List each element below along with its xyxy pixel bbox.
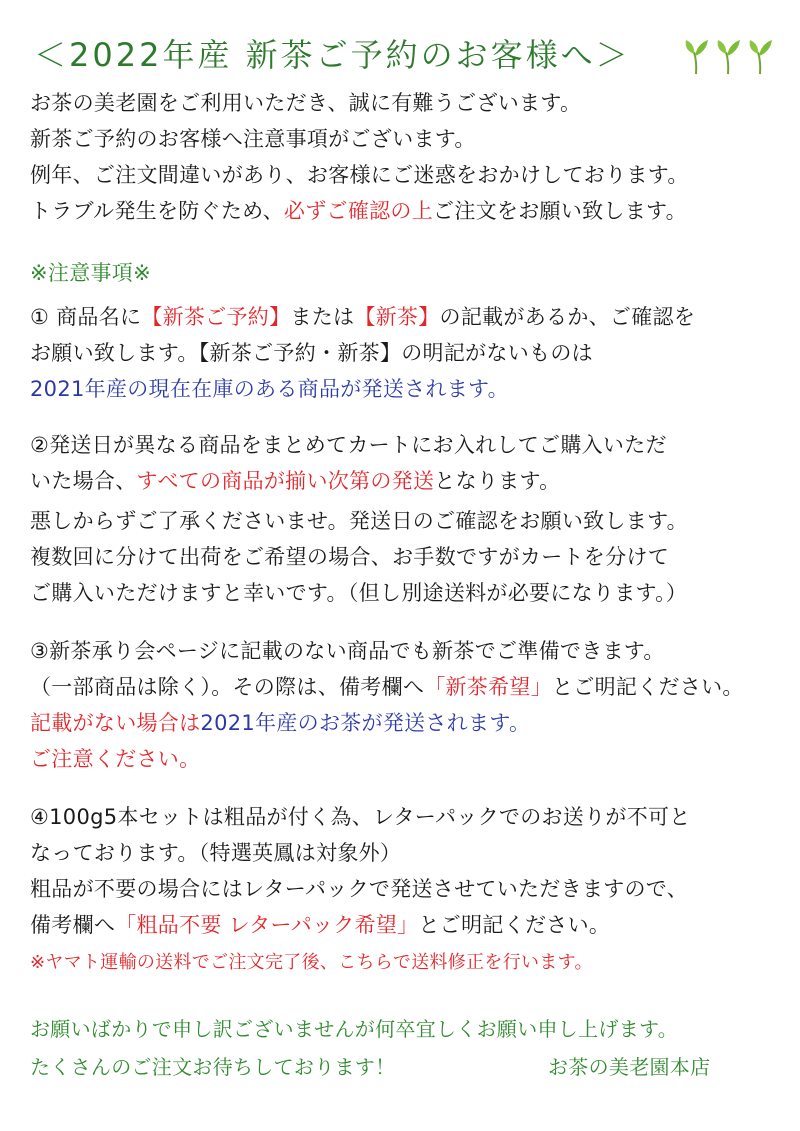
intro-line: トラブル発生を防ぐため、必ずご確認の上ご注文をお願い致します。	[30, 199, 687, 223]
notice-heading: ※注意事項※	[30, 261, 151, 285]
tea-leaf-icon	[686, 40, 708, 74]
notice-2-line: ②発送日が異なる商品をまとめてカートにお入れしてご購入いただ	[30, 433, 667, 457]
tea-leaf-icon	[718, 40, 740, 74]
tea-leaf-icon	[750, 40, 772, 74]
notice-4-note: ※ヤマト運輸の送料でご注文完了後、こちらで送料修正を行います。	[30, 952, 593, 973]
closing-line: お願いばかりで申し訳ございませんが何卒宜しくお願い申し上げます。	[30, 1017, 678, 1041]
tea-leaves-decoration	[682, 34, 782, 76]
intro-line: お茶の美老園をご利用いただき、誠に有難うございます。	[30, 91, 582, 115]
notice-3-line: 記載がない場合は2021年産のお茶が発送されます。	[30, 711, 531, 735]
notice-1-line: ① 商品名に【新茶ご予約】または【新茶】の記載があるか、ご確認を	[30, 305, 696, 329]
notice-4-line: 粗品が不要の場合にはレターパックで発送させていただきますので、	[30, 877, 688, 901]
notice-3-line: ③新茶承り会ページに記載のない商品でも新茶でご準備できます。	[30, 639, 665, 663]
notice-4-line: 備考欄へ「粗品不要 レターパック希望」とご明記ください。	[30, 913, 611, 937]
notice-4-line: ④100g5本セットは粗品が付く為、レターパックでのお送りが不可と	[30, 805, 691, 829]
notice-2-line: いた場合、すべての商品が揃い次第の発送となります。	[30, 469, 561, 493]
page-title: ＜2022年産 新茶ご予約のお客様へ＞	[34, 36, 631, 74]
closing-line: たくさんのご注文お待ちしております！	[30, 1055, 396, 1079]
notice-2-line: 複数回に分けて出荷をご希望の場合、お手数ですがカートを分けて	[30, 545, 669, 569]
notice-3-line: ご注意ください。	[30, 747, 201, 771]
notice-1-line: 2021年産の現在在庫のある商品が発送されます。	[30, 377, 509, 401]
shop-name: お茶の美老園本店	[548, 1055, 711, 1079]
intro-line: 例年、ご注文間違いがあり、お客様にご迷惑をおかけしております。	[30, 163, 689, 187]
intro-line: 新茶ご予約のお客様へ注意事項がございます。	[30, 127, 476, 151]
notice-2-line: 悪しからずご了承くださいませ。発送日のご確認をお願い致します。	[30, 509, 688, 533]
notice-4-line: なっております。（特選英鳳は対象外）	[30, 841, 402, 865]
notice-3-line: （一部商品は除く）。その際は、備考欄へ「新茶希望」とご明記ください。	[30, 675, 744, 699]
notice-1-line: お願い致します。【新茶ご予約・新茶】の明記がないものは	[30, 341, 593, 365]
notice-2-line: ご購入いただけますと幸いです。（但し別途送料が必要になります。）	[30, 581, 688, 605]
